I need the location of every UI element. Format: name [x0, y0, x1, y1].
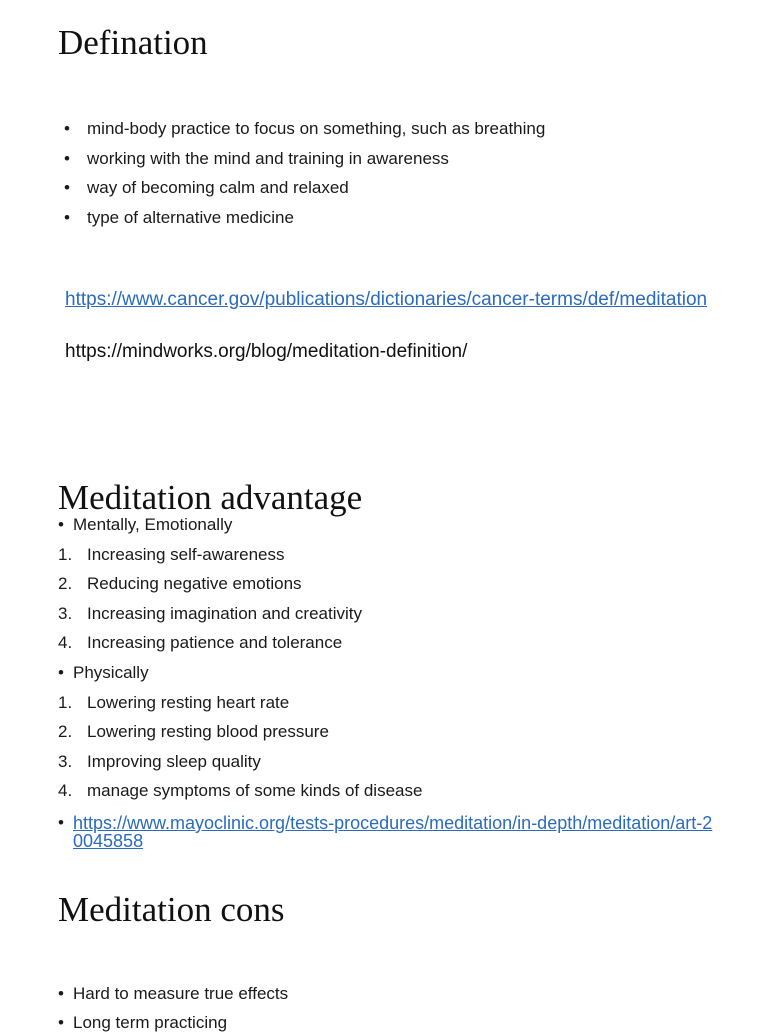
- mental-item: Reducing negative emotions: [87, 574, 302, 593]
- bullet-marker: •: [64, 149, 70, 168]
- bullet-marker: •: [64, 119, 70, 138]
- list-number: 1.: [58, 693, 73, 712]
- bullet-marker: •: [58, 984, 64, 1003]
- list-number: 2.: [58, 722, 73, 741]
- cons-title: Meditation cons: [58, 890, 285, 929]
- cons-item: Hard to measure true effects: [73, 984, 289, 1003]
- list-number: 2.: [58, 574, 73, 593]
- cancer-gov-link[interactable]: https://www.cancer.gov/publications/dictionaries/cancer-terms/def/meditation: [65, 289, 708, 310]
- mental-item: Increasing imagination and creativity: [87, 604, 362, 623]
- physical-item: Lowering resting heart rate: [87, 693, 290, 712]
- mayo-clinic-link[interactable]: https://www.mayoclinic.org/tests-procedures/meditation/in-depth/meditation/art-20045858: [73, 813, 713, 851]
- bullet-marker: •: [58, 515, 64, 534]
- definition-item: way of becoming calm and relaxed: [87, 178, 349, 197]
- physical-item: manage symptoms of some kinds of disease: [87, 781, 423, 800]
- physical-item: Lowering resting blood pressure: [87, 722, 329, 741]
- bullet-marker: •: [58, 663, 64, 682]
- list-number: 1.: [58, 545, 73, 564]
- cons-item: Long term practicing: [73, 1013, 228, 1032]
- mental-item: Increasing patience and tolerance: [87, 633, 343, 652]
- list-number: 3.: [58, 604, 73, 623]
- list-number: 4.: [58, 781, 73, 800]
- bullet-marker: •: [64, 178, 70, 197]
- definition-item: mind-body practice to focus on something, such as breathing: [87, 119, 546, 138]
- physical-item: Improving sleep quality: [87, 752, 261, 771]
- definition-item: type of alternative medicine: [87, 208, 294, 227]
- mindworks-url: https://mindworks.org/blog/meditation-definition/: [65, 341, 468, 362]
- list-number: 3.: [58, 752, 73, 771]
- advantage-title: Meditation advantage: [58, 478, 363, 517]
- bullet-marker: •: [58, 1013, 64, 1032]
- physical-label: Physically: [73, 663, 149, 682]
- definition-title: Defination: [58, 23, 208, 62]
- definition-item: working with the mind and training in awareness: [87, 149, 449, 168]
- mental-label: Mentally, Emotionally: [73, 515, 233, 534]
- bullet-marker: •: [58, 813, 64, 832]
- list-number: 4.: [58, 633, 73, 652]
- mental-item: Increasing self-awareness: [87, 545, 285, 564]
- bullet-marker: •: [64, 208, 70, 227]
